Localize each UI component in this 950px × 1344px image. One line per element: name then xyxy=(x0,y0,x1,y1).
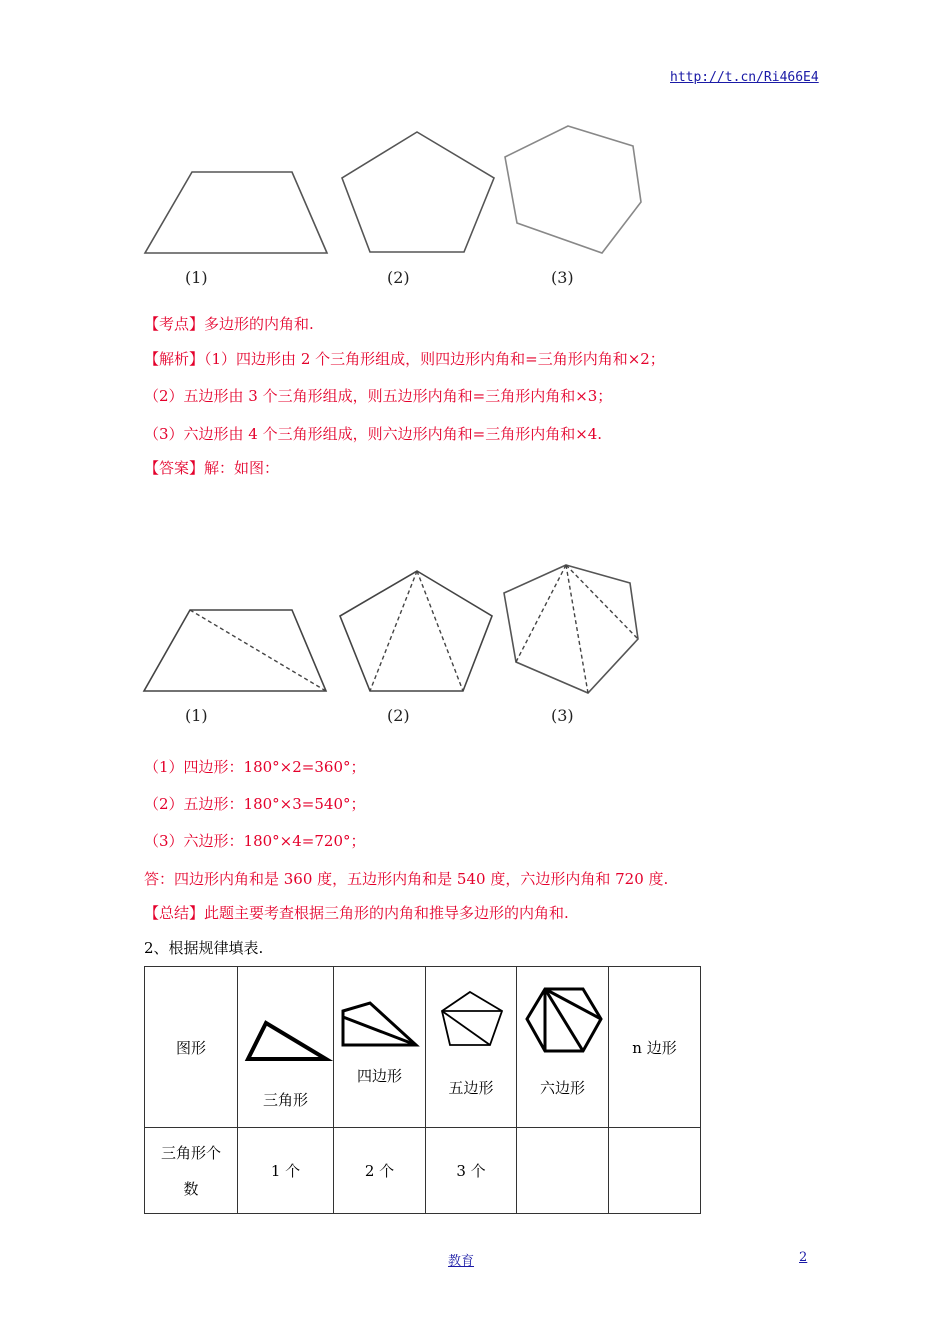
jiexi-line-2: （2）五边形由 3 个三角形组成，则五边形内角和=三角形内角和×3； xyxy=(144,387,613,405)
quadrilateral-icon xyxy=(334,997,425,1052)
shape-label-hexagon: 六边形 xyxy=(539,1079,585,1097)
caption-3: (3) xyxy=(551,268,574,287)
cell-triangle xyxy=(238,967,334,1128)
header-url[interactable]: http://t.cn/Ri466E4 xyxy=(670,70,819,85)
caption-1: (1) xyxy=(185,268,208,287)
count-triangle: 1 个 xyxy=(238,1128,334,1214)
summary-text: 【总结】此题主要考查根据三角形的内角和推导多边形的内角和. xyxy=(144,904,569,922)
pentagon-shape xyxy=(342,132,494,252)
count-pentagon: 3 个 xyxy=(426,1128,517,1214)
cell-n-gon xyxy=(609,967,701,1128)
jiexi-line-1: 【解析】（1）四边形由 2 个三角形组成，则四边形内角和=三角形内角和×2； xyxy=(144,350,665,368)
shape-label-quadrilateral: 四边形 xyxy=(356,1067,402,1085)
caption-2b: (2) xyxy=(387,706,410,725)
caption-1b: (1) xyxy=(185,706,208,725)
count-n-gon[interactable] xyxy=(609,1128,701,1214)
trapezoid-shape xyxy=(145,172,327,253)
jiexi-line-3: （3）六边形由 4 个三角形组成，则六边形内角和=三角形内角和×4. xyxy=(144,425,603,443)
pentagon-icon xyxy=(426,987,516,1049)
trapezoid-diagonal xyxy=(190,610,326,691)
divided-hexagon-shape xyxy=(504,565,638,693)
row-header-shape: 图形 xyxy=(145,967,238,1128)
question-2-title: 2、根据规律填表. xyxy=(144,939,264,957)
pentagon-diagonal-b xyxy=(417,571,463,691)
kaodian-text: 【考点】多边形的内角和. xyxy=(144,315,314,333)
result-1: （1）四边形：180°×2=360°； xyxy=(144,758,366,776)
pattern-table xyxy=(144,966,701,1214)
divided-trapezoid-shape xyxy=(144,610,326,691)
cell-quadrilateral xyxy=(334,967,426,1128)
divided-polygons-figure xyxy=(130,555,660,705)
shape-label-triangle: 三角形 xyxy=(262,1091,308,1109)
pentagon-diagonal-a xyxy=(370,571,417,691)
footer-link[interactable]: 教育 xyxy=(448,1254,475,1269)
answer-text: 答：四边形内角和是 360 度，五边形内角和是 540 度，六边形内角和 720 度. xyxy=(144,870,669,888)
triangle-icon xyxy=(238,1017,333,1077)
hexagon-diagonal-a xyxy=(516,565,566,662)
result-3: （3）六边形：180°×4=720°； xyxy=(144,832,366,850)
hexagon-diagonal-b xyxy=(566,565,588,693)
count-hexagon[interactable] xyxy=(517,1128,609,1214)
hexagon-icon xyxy=(517,985,608,1055)
page-number: 2 xyxy=(799,1250,808,1265)
count-quadrilateral: 2 个 xyxy=(334,1128,426,1214)
caption-2: (2) xyxy=(387,268,410,287)
result-2: （2）五边形：180°×3=540°； xyxy=(144,795,366,813)
row-header-count: 三角形个 数 xyxy=(145,1128,238,1214)
shape-label-n-gon: n 边形 xyxy=(632,1038,677,1057)
hexagon-shape xyxy=(505,126,641,253)
daan-text: 【答案】解：如图： xyxy=(144,459,280,477)
cell-pentagon xyxy=(426,967,517,1128)
shape-label-pentagon: 五边形 xyxy=(448,1079,494,1097)
table-row-counts xyxy=(145,1128,701,1214)
divided-pentagon-shape xyxy=(340,571,492,691)
caption-3b: (3) xyxy=(551,706,574,725)
table-row-shapes xyxy=(145,967,701,1128)
cell-hexagon xyxy=(517,967,609,1128)
